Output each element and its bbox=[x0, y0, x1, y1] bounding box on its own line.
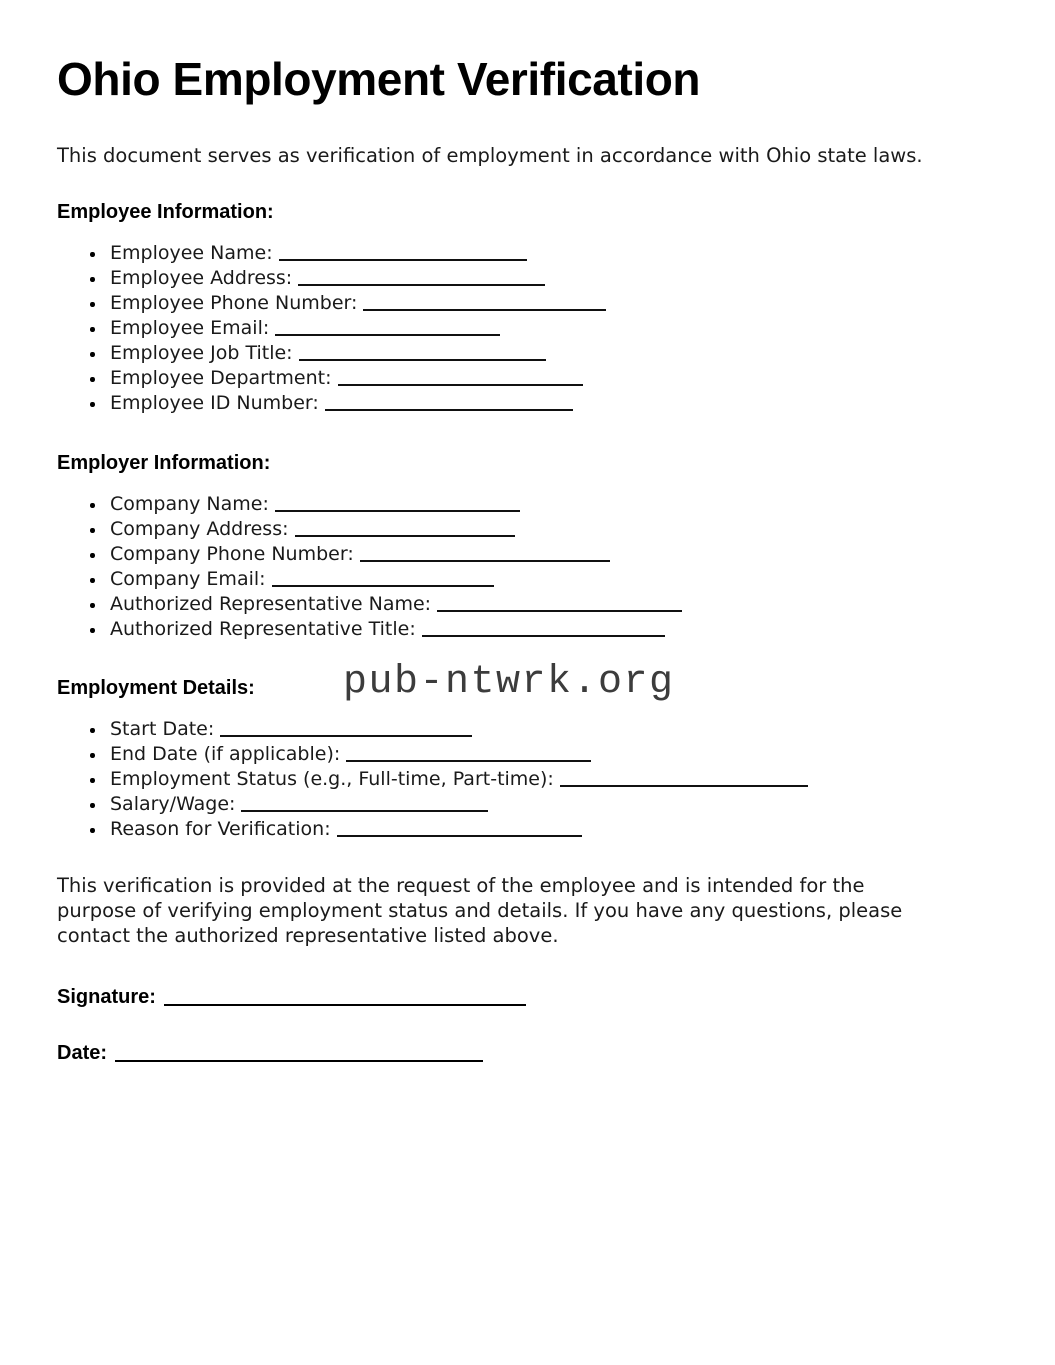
fill-in-blank[interactable] bbox=[325, 395, 573, 411]
intro-paragraph: This document serves as verification of employment in accordance with Ohio state laws. bbox=[57, 143, 923, 167]
list-item bbox=[57, 266, 987, 291]
section-heading-employer-information: Employer Information: bbox=[57, 452, 271, 475]
list-item bbox=[57, 817, 987, 842]
list-item bbox=[57, 291, 987, 316]
closing-paragraph: This verification is provided at the request of the employee and is intended for the purpose of verifying employment status and details. If you have any questions, please contact the authorized representative listed above. bbox=[57, 874, 903, 947]
field-label: Authorized Representative Name: bbox=[110, 593, 432, 616]
date-label: Date: bbox=[57, 1041, 108, 1064]
employer-field-list bbox=[57, 492, 987, 642]
list-item bbox=[57, 767, 987, 792]
field-label: Employee Email: bbox=[110, 317, 270, 340]
field-label: Employee Address: bbox=[110, 267, 293, 290]
date-blank[interactable] bbox=[115, 1045, 483, 1062]
section-heading-employee-information: Employee Information: bbox=[57, 201, 274, 224]
list-item bbox=[57, 742, 987, 767]
list-item bbox=[57, 517, 987, 542]
fill-in-blank[interactable] bbox=[346, 746, 591, 762]
field-label: Company Address: bbox=[110, 518, 289, 541]
list-item bbox=[57, 341, 987, 366]
field-label: Employee Name: bbox=[110, 242, 273, 265]
fill-in-blank[interactable] bbox=[422, 621, 665, 637]
date-row bbox=[57, 1041, 987, 1065]
list-item bbox=[57, 492, 987, 517]
watermark-text: pub-ntwrk.org bbox=[343, 660, 675, 705]
field-label: Start Date: bbox=[110, 718, 215, 741]
list-item bbox=[57, 567, 987, 592]
field-label: Authorized Representative Title: bbox=[110, 618, 416, 641]
fill-in-blank[interactable] bbox=[279, 245, 527, 261]
field-label: End Date (if applicable): bbox=[110, 743, 341, 766]
fill-in-blank[interactable] bbox=[272, 571, 494, 587]
fill-in-blank[interactable] bbox=[275, 496, 520, 512]
fill-in-blank[interactable] bbox=[337, 821, 582, 837]
fill-in-blank[interactable] bbox=[560, 771, 808, 787]
field-label: Company Email: bbox=[110, 568, 266, 591]
field-label: Company Name: bbox=[110, 493, 269, 516]
fill-in-blank[interactable] bbox=[360, 546, 610, 562]
section-heading-employment-details: Employment Details: bbox=[57, 677, 255, 700]
field-label: Employment Status (e.g., Full-time, Part-time): bbox=[110, 768, 554, 791]
list-item bbox=[57, 617, 987, 642]
field-label: Employee ID Number: bbox=[110, 392, 319, 415]
fill-in-blank[interactable] bbox=[338, 370, 583, 386]
signature-blank[interactable] bbox=[164, 989, 526, 1006]
list-item bbox=[57, 542, 987, 567]
fill-in-blank[interactable] bbox=[220, 721, 472, 737]
employee-field-list bbox=[57, 241, 987, 416]
signature-label: Signature: bbox=[57, 985, 156, 1008]
field-label: Company Phone Number: bbox=[110, 543, 354, 566]
list-item bbox=[57, 717, 987, 742]
fill-in-blank[interactable] bbox=[275, 320, 500, 336]
fill-in-blank[interactable] bbox=[299, 345, 546, 361]
list-item bbox=[57, 391, 987, 416]
fill-in-blank[interactable] bbox=[241, 796, 488, 812]
employment-details-field-list bbox=[57, 717, 987, 842]
field-label: Salary/Wage: bbox=[110, 793, 236, 816]
list-item bbox=[57, 241, 987, 266]
field-label: Employee Department: bbox=[110, 367, 332, 390]
list-item bbox=[57, 316, 987, 341]
page-title: Ohio Employment Verification bbox=[57, 53, 701, 105]
list-item bbox=[57, 792, 987, 817]
list-item bbox=[57, 592, 987, 617]
fill-in-blank[interactable] bbox=[298, 270, 545, 286]
field-label: Reason for Verification: bbox=[110, 818, 331, 841]
field-label: Employee Phone Number: bbox=[110, 292, 358, 315]
fill-in-blank[interactable] bbox=[363, 295, 606, 311]
field-label: Employee Job Title: bbox=[110, 342, 293, 365]
list-item bbox=[57, 366, 987, 391]
document-content bbox=[57, 55, 987, 1065]
fill-in-blank[interactable] bbox=[295, 521, 515, 537]
signature-row bbox=[57, 985, 987, 1009]
fill-in-blank[interactable] bbox=[437, 596, 682, 612]
